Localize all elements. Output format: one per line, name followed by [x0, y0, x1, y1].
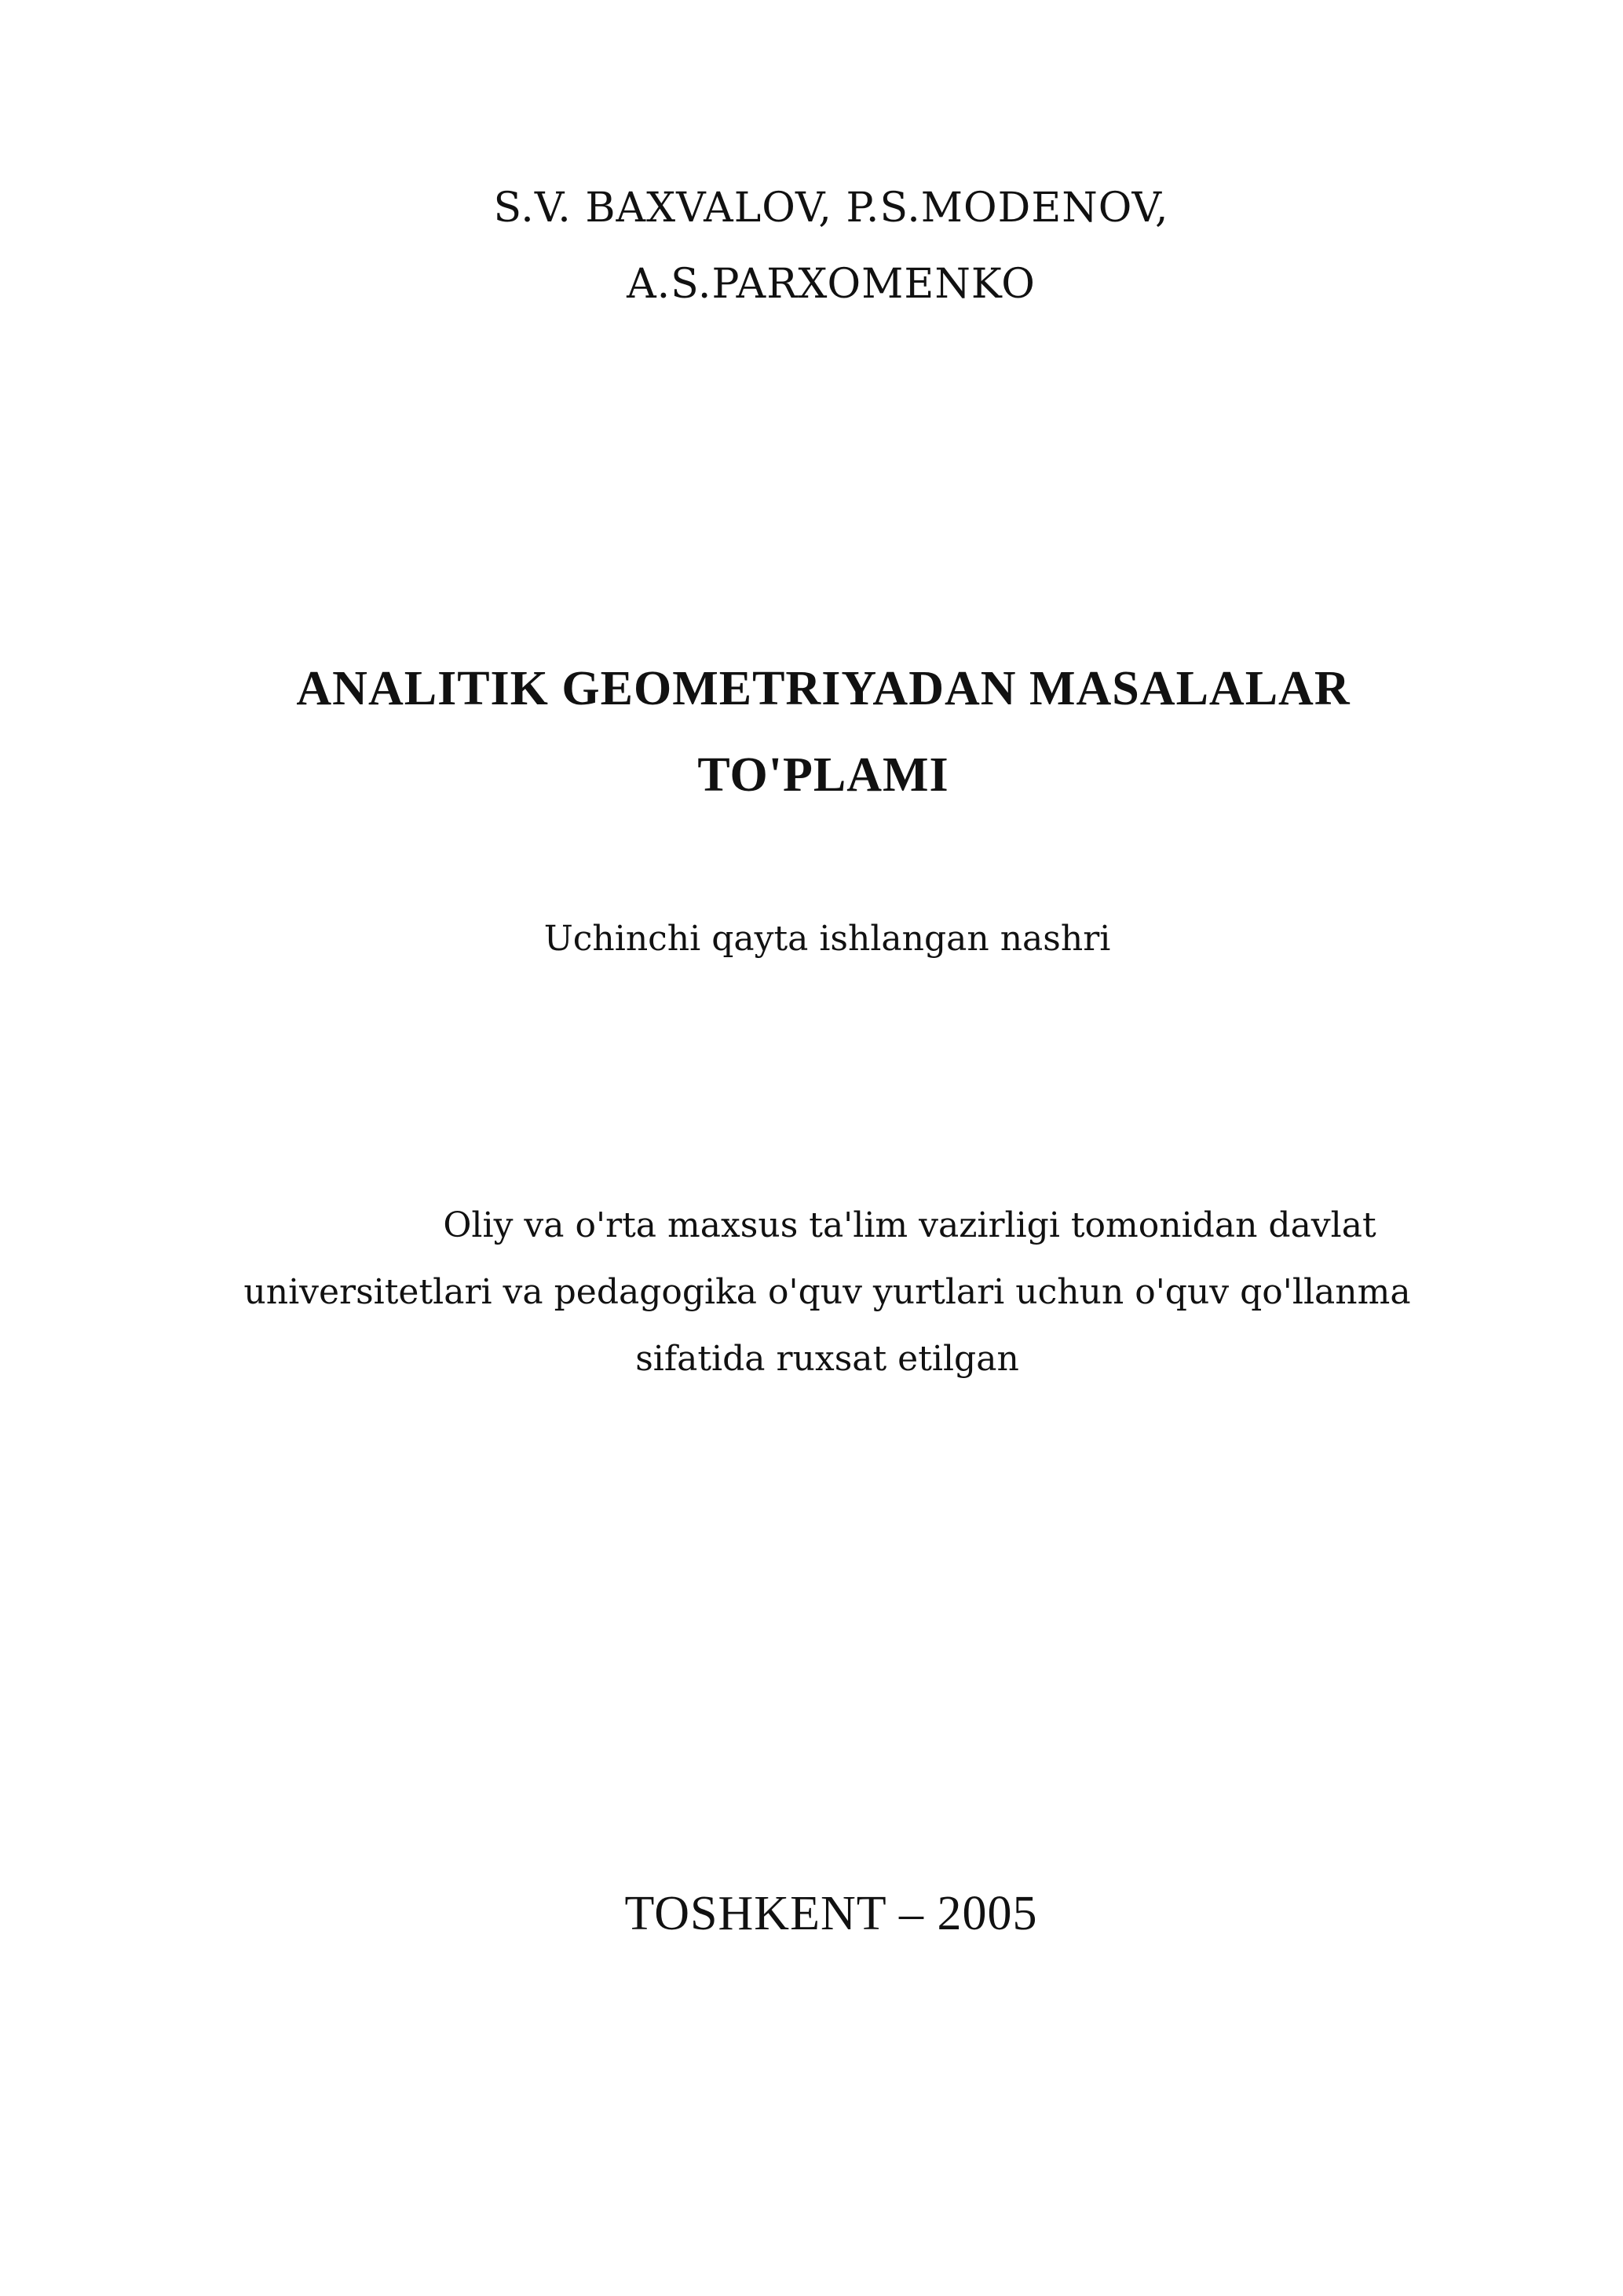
edition-note: Uchinchi qayta ishlangan nashri	[543, 919, 1111, 959]
approval-line-3: sifatida ruxsat etilgan	[635, 1339, 1019, 1379]
approval-line-1: Oliy va o'rta maxsus ta'lim vazirligi tomonidan davlat	[443, 1205, 1376, 1245]
authors-line-2: A.S.PARXOMENKO	[627, 261, 1036, 308]
imprint-city-year: TOSHKENT – 2005	[624, 1887, 1038, 1940]
authors-line-1: S.V. BAXVALOV, P.S.MODENOV,	[493, 185, 1169, 232]
book-title-line-1: ANALITIK GEOMETRIYADAN MASALALAR	[296, 662, 1351, 715]
book-title-line-2: TO'PLAMI	[697, 748, 949, 802]
approval-line-2: universitetlari va pedagogika o'quv yurtlari uchun o'quv qo'llanma	[243, 1272, 1411, 1312]
